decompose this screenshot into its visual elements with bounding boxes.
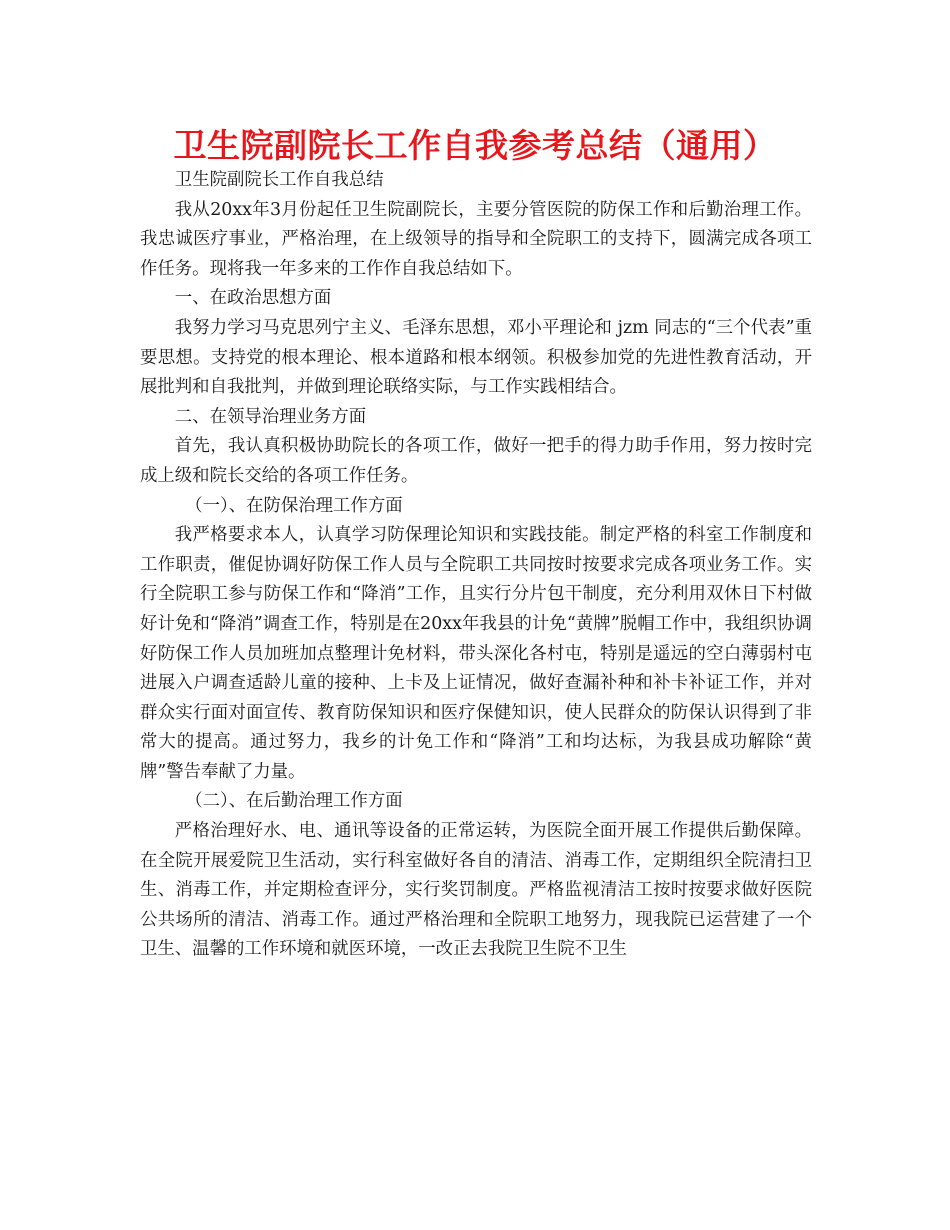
document-title: 卫生院副院长工作自我参考总结（通用）	[173, 126, 777, 165]
leadership-paragraph: 首先，我认真积极协助院长的各项工作，做好一把手的得力助手作用，努力按时完成上级和院长交给的各项工作任务。	[140, 436, 812, 486]
section-heading-political: 一、在政治思想方面	[174, 288, 332, 309]
intro-paragraph: 我从20xx年3月份起任卫生院副院长，主要分管医院的防保工作和后勤治理工作。我忠诚医疗事业，严格治理，在上级领导的指导和全院职工的支持下，圆满完成各项工作任务。现将我一年多来的工作作自我总结如下。	[140, 199, 812, 279]
section-heading-leadership: 二、在领导治理业务方面	[174, 406, 367, 427]
political-paragraph: 我努力学习马克思列宁主义、毛泽东思想，邓小平理论和 jzm 同志的“三个代表”重要思想。支持党的根本理论、根本道路和根本纲领。积极参加党的先进性教育活动，开展批判和自我批判，并做到理论联络实际，与工作实践相结合。	[140, 317, 812, 398]
document-body	[140, 166, 812, 965]
subsection-heading-logistics: （二）、在后勤治理工作方面	[185, 791, 403, 812]
prevention-paragraph: 我严格要求本人，认真学习防保理论知识和实践技能。制定严格的科室工作制度和工作职责，催促协调好防保工作人员与全院职工共同按时按要求完成各项业务工作。实行全院职工参与防保工作和“降消”工作，且实行分片包干制度，充分利用双休日下村做好计免和“降消”调查工作，特别是在20xx年我县的计免“黄牌”脱帽工作中，我组织协调好防保工作人员加班加点整理计免材料，带头深化各村屯，特别是遥远的空白薄弱村屯进展入户调查适龄儿童的接种、上卡及上证情况，做好查漏补种和补卡补证工作，并对群众实行面对面宣传、教育防保知识和医疗保健知识，使人民群众的防保认识得到了非常大的提高。通过努力，我乡的计免工作和“降消”工和均达标，为我县成功解除“黄牌”警告奉献了力量。	[140, 525, 812, 782]
logistics-paragraph: 严格治理好水、电、通讯等设备的正常运转，为医院全面开展工作提供后勤保障。在全院开展爱院卫生活动，实行科室做好各自的清洁、消毒工作，定期组织全院清扫卫生、消毒工作，并定期检查评分，实行奖罚制度。严格监视清洁工按时按要求做好医院公共场所的清洁、消毒工作。通过严格治理和全院职工地努力，现我院已运营建了一个卫生、温馨的工作环境和就医环境，一改正去我院卫生院不卫生	[140, 821, 812, 960]
subsection-heading-prevention: （一）、在防保治理工作方面	[185, 495, 403, 516]
subtitle-paragraph: 卫生院副院长工作自我总结	[174, 170, 384, 190]
